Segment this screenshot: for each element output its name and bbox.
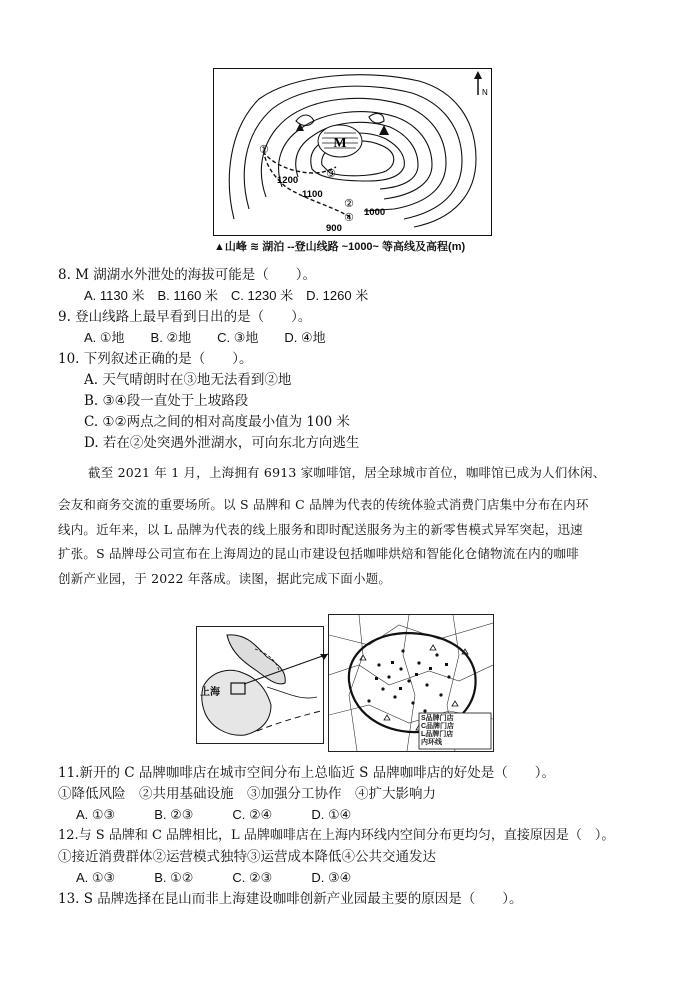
question-10-choice-d: D. 若在②处突遇外泄湖水，可向东北方向逃生 <box>84 435 360 451</box>
question-8: 8. M 湖湖水外泄处的海拔可能是（ ）。 <box>58 267 317 283</box>
passage-line: 线内。近年来，以 L 品牌为代表的线上服务和即时配送服务为主的新零售模式异军突起，迅速 <box>58 522 583 537</box>
question-12-options: A. ①③ B. ①② C. ②③ D. ③④ <box>76 870 352 885</box>
contour-line <box>369 114 384 124</box>
contour-line <box>261 98 446 211</box>
question-11-options: A. ①③ B. ②③ C. ②④ D. ①④ <box>76 807 352 822</box>
north-arrow-icon <box>474 71 482 95</box>
shanghai-coffee-map <box>328 614 494 752</box>
legend-c: C品牌门店 <box>421 723 455 730</box>
north-label: N <box>482 88 488 97</box>
passage-line: 截至 2021 年 1 月，上海拥有 6913 家咖啡馆，居全球城市首位，咖啡馆已成为人们休闲、 <box>88 465 606 480</box>
topographic-map <box>213 68 492 236</box>
topo-legend: ▲山峰 ≋ 湖泊 --登山线路 ~1000~ 等高线及高程(m) <box>214 241 466 253</box>
question-8-options: A. 1130 米 B. 1160 米 C. 1230 米 D. 1260 米 <box>84 288 369 303</box>
contour-label: 900 <box>326 223 342 234</box>
contour-line <box>296 115 314 126</box>
contour-label: 1100 <box>302 189 323 200</box>
point-2: ② <box>344 197 354 210</box>
legend-s: S品牌门店 <box>421 715 454 722</box>
question-10: 10. 下列叙述正确的是（ ）。 <box>58 351 253 367</box>
map-legend <box>421 715 491 747</box>
question-12-items: ①接近消费群体②运营模式独特③运营成本降低④公共交通发达 <box>58 849 436 865</box>
shanghai-label: 上海 <box>200 687 220 698</box>
point-3: ③ <box>326 167 336 180</box>
lake-label: M <box>333 136 347 151</box>
question-9: 9. 登山线路上最早看到日出的是（ ）。 <box>58 309 312 325</box>
contour-label: 1000 <box>364 207 386 218</box>
passage-line: 会友和商务交流的重要场所。以 S 品牌和 C 品牌为代表的传统体验式消费门店集中分布在内环 <box>58 497 589 512</box>
question-12: 12.与 S 品牌和 C 品牌相比，L 品牌咖啡店在上海内环线内空间分布更均匀，直接原因是（ ）。 <box>58 828 615 843</box>
question-11-items: ①降低风险 ②共用基础设施 ③加强分工协作 ④扩大影响力 <box>58 786 436 802</box>
passage-line: 创新产业园，于 2022 年落成。读图，据此完成下面小题。 <box>58 571 392 586</box>
question-13: 13. S 品牌选择在昆山而非上海建设咖啡创新产业园最主要的原因是（ ）。 <box>58 891 523 907</box>
contour-drawing <box>214 69 491 235</box>
point-4: ④ <box>344 211 354 224</box>
store-markers <box>367 649 450 712</box>
question-10-choice-c: C. ①②两点之间的相对高度最小值为 100 米 <box>84 414 350 430</box>
point-1: ① <box>259 143 269 156</box>
question-10-choice-b: B. ③④段一直处于上坡路段 <box>84 393 249 409</box>
question-11: 11.新开的 C 品牌咖啡店在城市空间分布上总临近 S 品牌咖啡店的好处是（ ）。 <box>58 765 555 781</box>
legend-ring: 内环线 <box>421 739 442 746</box>
legend-l: L品牌门店 <box>421 731 454 738</box>
question-9-options: A. ①地 B. ②地 C. ③地 D. ④地 <box>84 330 326 345</box>
question-10-choice-a: A. 天气晴朗时在③地无法看到②地 <box>84 372 292 388</box>
passage-line: 扩张。S 品牌母公司宣布在上海周边的昆山市建设包括咖啡烘焙和智能化仓储物流在内的咖啡 <box>58 546 579 561</box>
contour-label: 1200 <box>277 175 299 186</box>
